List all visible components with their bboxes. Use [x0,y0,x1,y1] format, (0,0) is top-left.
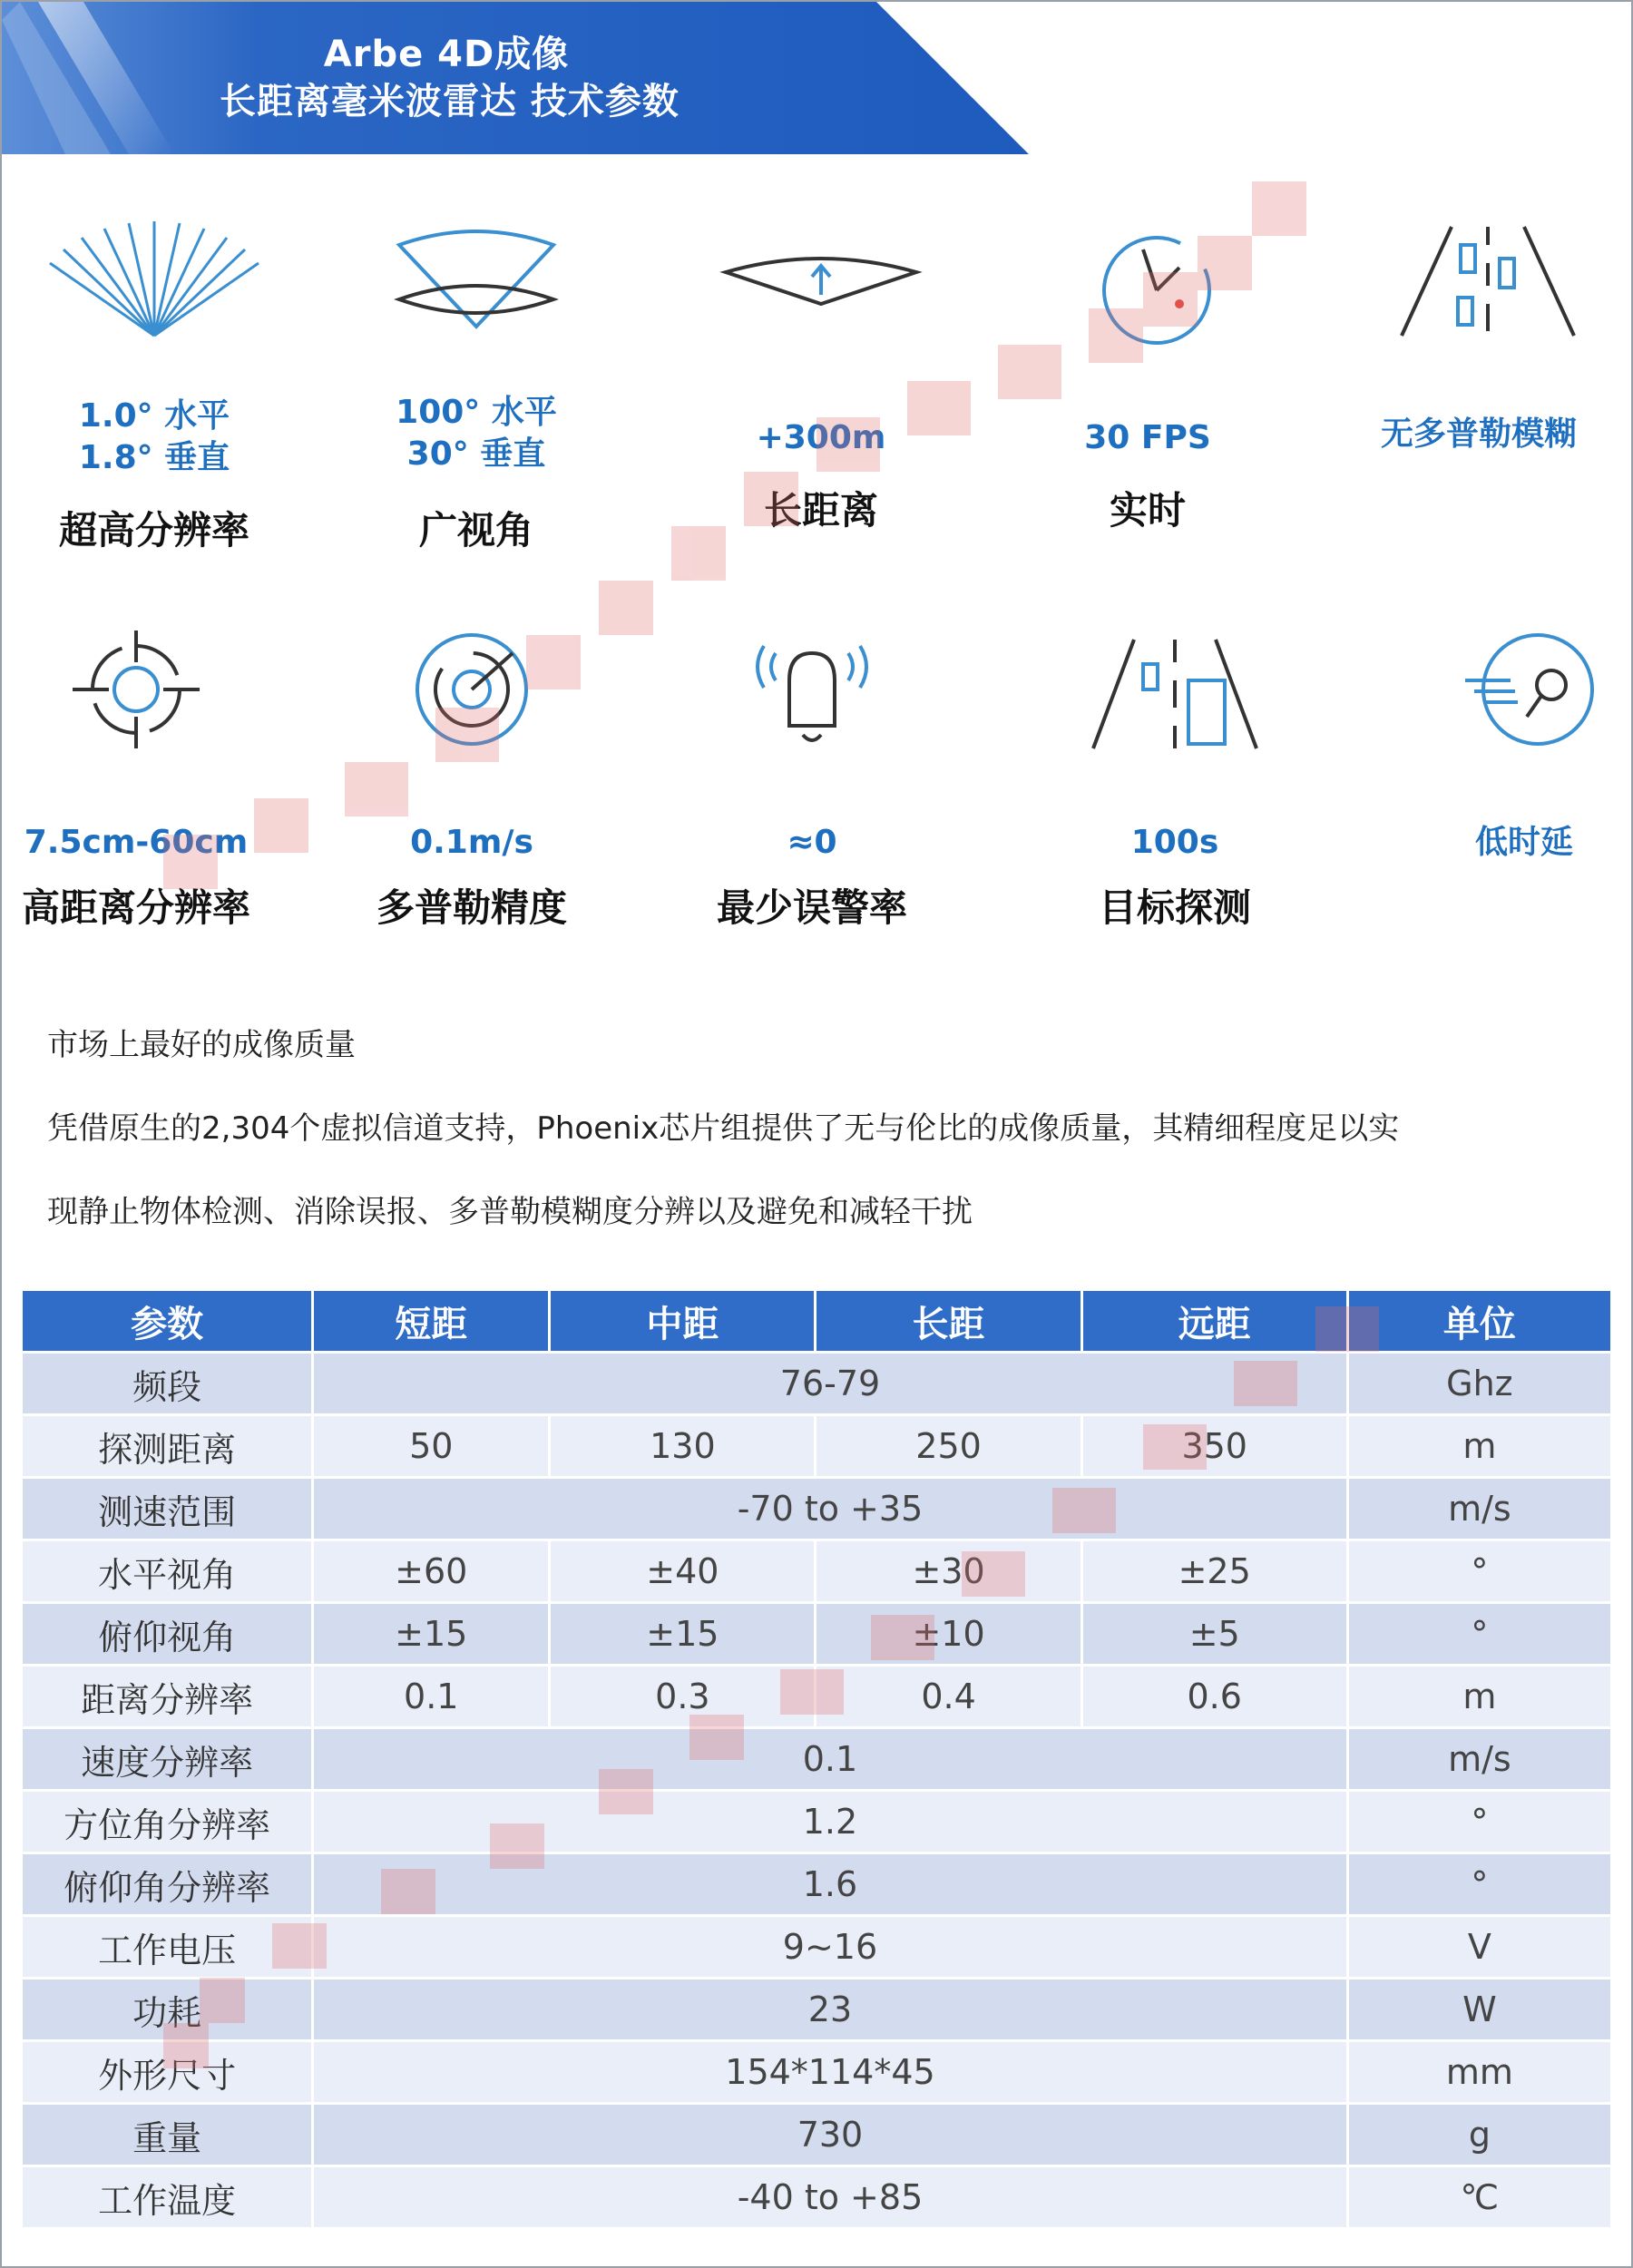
table-row [23,1917,1610,1977]
feature-target-detection [1021,626,1329,933]
param-unit: ° [1349,1604,1610,1664]
feature-value: 7.5cm-60cm [24,824,249,861]
param-unit: ℃ [1349,2167,1610,2227]
param-name: 工作电压 [23,1917,311,1977]
crosshair-icon [23,626,249,753]
table-row [23,1354,1610,1413]
feature-value: ≈0 [787,824,837,861]
param-value: 0.6 [1083,1667,1346,1726]
param-value: ±60 [314,1541,548,1601]
param-value: -40 to +85 [314,2167,1346,2227]
feature-value: 低时延 [1474,824,1573,861]
param-value: 0.1 [314,1667,548,1726]
param-value: ±15 [551,1604,814,1664]
feature-false-alarm [658,626,966,933]
table-row [23,2167,1610,2227]
param-value: ±10 [816,1604,1080,1664]
param-name: 重量 [23,2105,311,2165]
param-name: 俯仰角分辨率 [23,1854,311,1914]
param-value: ±15 [314,1604,548,1664]
description-line-1: 凭借原生的2,304个虚拟信道支持，Phoenix芯片组提供了无与伦比的成像质量，其精细程度足以实 [47,1110,1400,1147]
table-row [23,1980,1610,2039]
feature-label: 广视角 [418,508,533,552]
description-line-2: 现静止物体检测、消除误报、多普勒模糊度分辨以及避免和减轻干扰 [47,1194,973,1230]
feature-value-line2: 30° 垂直 [406,435,546,473]
feature-label: 超高分辨率 [58,508,249,552]
feature-value-line1: 1.0° 水平 [78,397,230,435]
table-row [23,2105,1610,2165]
target-road-icon [1061,626,1288,753]
feature-resolution [0,218,308,555]
feature-range-resolution [0,626,290,933]
param-value: 350 [1083,1416,1346,1476]
param-value: -70 to +35 [314,1479,1346,1539]
feature-doppler-precision [318,626,626,933]
param-value: 0.4 [816,1667,1080,1726]
table-row [23,1792,1610,1852]
param-value: 50 [314,1416,548,1476]
header-mid-range: 中距 [551,1291,814,1351]
feature-value-line2: 1.8° 垂直 [78,439,230,476]
speed-search-icon [1411,626,1633,753]
table-row [23,1854,1610,1914]
table-row [23,1604,1610,1664]
param-unit: ° [1349,1541,1610,1601]
feature-value: 100s [1130,824,1219,861]
page-title [220,31,680,125]
param-value: ±25 [1083,1541,1346,1601]
param-name: 速度分辨率 [23,1729,311,1789]
param-value: ±30 [816,1541,1080,1601]
param-value: 130 [551,1416,814,1476]
param-value: 730 [314,2105,1346,2165]
param-unit: m/s [1349,1729,1610,1789]
fan-beam-icon [41,218,268,345]
param-unit: V [1349,1917,1610,1977]
feature-value: 无多普勒模糊 [1380,415,1577,453]
param-name: 距离分辨率 [23,1667,311,1726]
header-long-range: 长距 [816,1291,1080,1351]
param-value: 9~16 [314,1917,1346,1977]
header-short-range: 短距 [314,1291,548,1351]
param-name: 方位角分辨率 [23,1792,311,1852]
header-unit: 单位 [1349,1291,1610,1351]
table-row [23,1667,1610,1726]
long-range-icon [708,218,934,345]
feature-value: 30 FPS [1084,419,1211,456]
param-unit: m/s [1349,1479,1610,1539]
param-value: 0.1 [314,1729,1346,1789]
header-far-range: 远距 [1083,1291,1346,1351]
param-unit: W [1349,1980,1610,2039]
road-lanes-icon [1365,218,1592,345]
feature-low-latency [1370,626,1633,864]
param-value: 1.6 [314,1854,1346,1914]
header-banner [2,2,1029,154]
table-row [23,1729,1610,1789]
feature-label: 实时 [1109,488,1186,533]
wide-fov-icon [363,218,590,345]
feature-wide-fov [322,218,631,555]
title-line-2: 长距离毫米波雷达 技术参数 [220,81,680,122]
param-unit: ° [1349,1792,1610,1852]
param-unit: g [1349,2105,1610,2165]
feature-no-doppler-ambiguity [1325,218,1633,455]
param-unit: Ghz [1349,1354,1610,1413]
param-name: 外形尺寸 [23,2042,311,2102]
param-value: 0.3 [551,1667,814,1726]
feature-label: 多普勒精度 [376,885,567,930]
param-name: 功耗 [23,1980,311,2039]
feature-value: +300m [756,419,886,456]
param-name: 频段 [23,1354,311,1413]
param-value: 250 [816,1416,1080,1476]
feature-realtime [993,218,1302,535]
alarm-bell-icon [699,626,925,753]
radar-sweep-icon [358,626,585,753]
param-unit: ° [1349,1854,1610,1914]
param-unit: m [1349,1416,1610,1476]
feature-label: 长距离 [763,488,878,533]
feature-label: 高距离分辨率 [21,885,250,930]
feature-label: 最少误警率 [716,885,907,930]
header-param: 参数 [23,1291,311,1351]
param-value: ±40 [551,1541,814,1601]
param-unit: mm [1349,2042,1610,2102]
feature-value: 0.1m/s [410,824,533,861]
title-line-1: Arbe 4D成像 [323,34,570,75]
param-name: 探测距离 [23,1416,311,1476]
table-header-row [23,1291,1610,1351]
param-value: 154*114*45 [314,2042,1346,2102]
spec-table [20,1288,1613,2230]
param-value: 1.2 [314,1792,1346,1852]
table-row [23,1416,1610,1476]
description-heading: 市场上最好的成像质量 [47,1027,356,1063]
param-value: ±5 [1083,1604,1346,1664]
param-value: 23 [314,1980,1346,2039]
clock-icon [1034,218,1261,345]
param-name: 测速范围 [23,1479,311,1539]
param-unit: m [1349,1667,1610,1726]
table-row [23,2042,1610,2102]
feature-long-range [667,218,975,535]
table-row [23,1541,1610,1601]
feature-value-line1: 100° 水平 [396,394,557,431]
param-name: 水平视角 [23,1541,311,1601]
param-value: 76-79 [314,1354,1346,1413]
table-row [23,1479,1610,1539]
param-name: 俯仰视角 [23,1604,311,1664]
param-name: 工作温度 [23,2167,311,2227]
feature-label: 目标探测 [1098,885,1251,930]
